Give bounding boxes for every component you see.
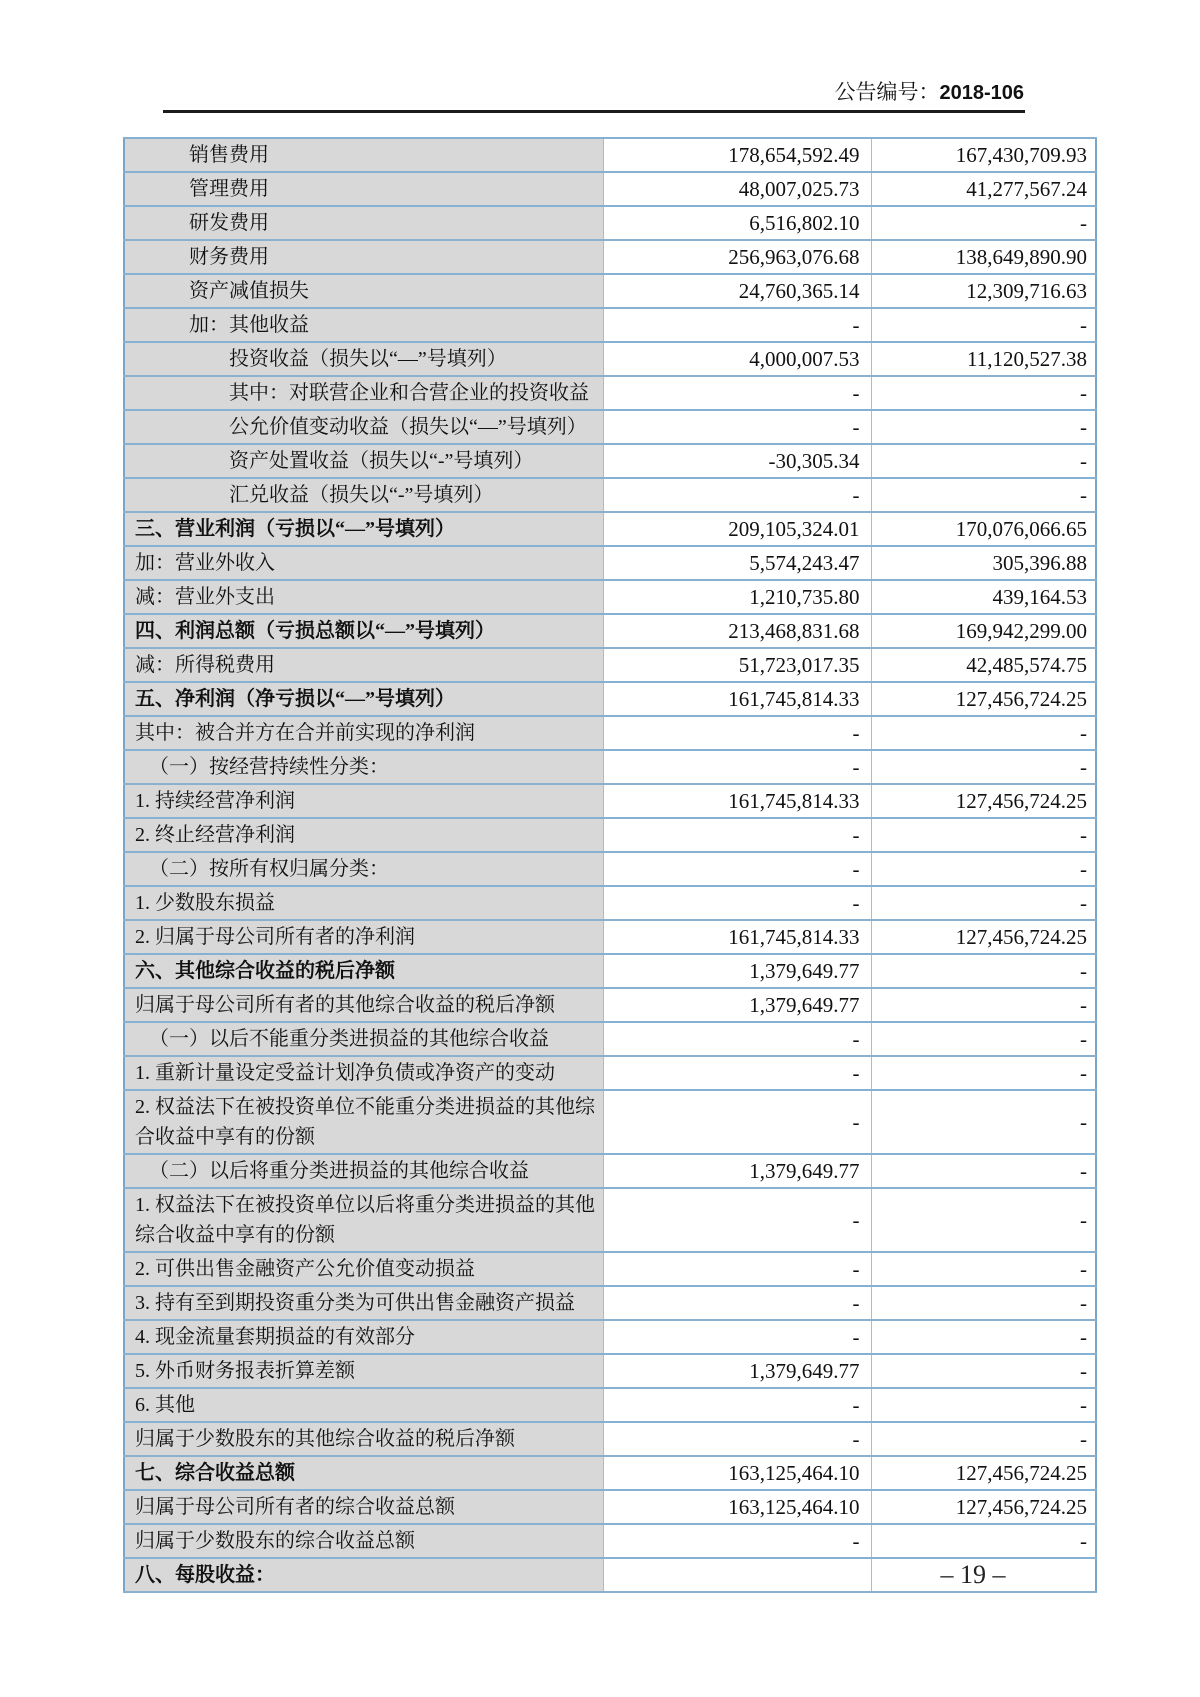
row-label: 2. 权益法下在被投资单位不能重分类进损益的其他综合收益中享有的份额 bbox=[124, 1090, 603, 1154]
row-value-current-period: - bbox=[603, 852, 871, 886]
row-value-current-period: - bbox=[603, 1056, 871, 1090]
table-row bbox=[124, 784, 1096, 818]
row-label: 财务费用 bbox=[124, 240, 603, 274]
row-value-current-period: - bbox=[603, 886, 871, 920]
row-value-prior-period: 127,456,724.25 bbox=[871, 784, 1096, 818]
row-value-current-period: - bbox=[603, 716, 871, 750]
row-value-prior-period: - bbox=[871, 1154, 1096, 1188]
table-row bbox=[124, 1422, 1096, 1456]
table-row bbox=[124, 240, 1096, 274]
table-row bbox=[124, 886, 1096, 920]
row-value-current-period: 48,007,025.73 bbox=[603, 172, 871, 206]
row-label: 八、每股收益： bbox=[124, 1558, 603, 1592]
table-row bbox=[124, 410, 1096, 444]
row-value-prior-period: - bbox=[871, 1354, 1096, 1388]
table-row bbox=[124, 1188, 1096, 1252]
row-value-current-period bbox=[603, 1558, 871, 1592]
row-value-prior-period: - bbox=[871, 1388, 1096, 1422]
table-row bbox=[124, 1456, 1096, 1490]
row-label: 6. 其他 bbox=[124, 1388, 603, 1422]
row-value-prior-period: 127,456,724.25 bbox=[871, 1490, 1096, 1524]
table-row bbox=[124, 172, 1096, 206]
table-row bbox=[124, 716, 1096, 750]
table-row bbox=[124, 1354, 1096, 1388]
row-value-prior-period: - bbox=[871, 1320, 1096, 1354]
row-value-current-period: 1,379,649.77 bbox=[603, 1354, 871, 1388]
table-row bbox=[124, 988, 1096, 1022]
row-label: （一）按经营持续性分类： bbox=[124, 750, 603, 784]
row-value-prior-period: 170,076,066.65 bbox=[871, 512, 1096, 546]
row-value-prior-period: - bbox=[871, 954, 1096, 988]
row-label: 3. 持有至到期投资重分类为可供出售金融资产损益 bbox=[124, 1286, 603, 1320]
row-label: 其中：被合并方在合并前实现的净利润 bbox=[124, 716, 603, 750]
row-value-prior-period: 439,164.53 bbox=[871, 580, 1096, 614]
row-value-prior-period: 127,456,724.25 bbox=[871, 920, 1096, 954]
row-value-current-period: 161,745,814.33 bbox=[603, 682, 871, 716]
row-value-prior-period: - bbox=[871, 1090, 1096, 1154]
row-value-prior-period: - bbox=[871, 852, 1096, 886]
row-label: 归属于少数股东的综合收益总额 bbox=[124, 1524, 603, 1558]
table-row bbox=[124, 478, 1096, 512]
row-value-current-period: 1,379,649.77 bbox=[603, 988, 871, 1022]
table-row bbox=[124, 1056, 1096, 1090]
row-value-current-period: - bbox=[603, 1422, 871, 1456]
row-value-current-period: - bbox=[603, 308, 871, 342]
row-value-current-period: 163,125,464.10 bbox=[603, 1490, 871, 1524]
row-value-prior-period: - bbox=[871, 1286, 1096, 1320]
row-label: 1. 持续经营净利润 bbox=[124, 784, 603, 818]
row-value-prior-period: 11,120,527.38 bbox=[871, 342, 1096, 376]
row-label: 公允价值变动收益（损失以“—”号填列） bbox=[124, 410, 603, 444]
table-row bbox=[124, 920, 1096, 954]
row-value-current-period: - bbox=[603, 1252, 871, 1286]
row-label: 2. 归属于母公司所有者的净利润 bbox=[124, 920, 603, 954]
row-label: 五、净利润（净亏损以“—”号填列） bbox=[124, 682, 603, 716]
row-value-current-period: - bbox=[603, 478, 871, 512]
table-row bbox=[124, 1524, 1096, 1558]
row-value-current-period: - bbox=[603, 750, 871, 784]
row-value-prior-period: 305,396.88 bbox=[871, 546, 1096, 580]
row-value-prior-period: - bbox=[871, 988, 1096, 1022]
row-value-current-period: 161,745,814.33 bbox=[603, 784, 871, 818]
row-label: 销售费用 bbox=[124, 138, 603, 172]
row-value-prior-period: - bbox=[871, 206, 1096, 240]
row-value-prior-period: 41,277,567.24 bbox=[871, 172, 1096, 206]
row-value-current-period: 51,723,017.35 bbox=[603, 648, 871, 682]
row-value-prior-period: - bbox=[871, 1056, 1096, 1090]
row-value-current-period: 213,468,831.68 bbox=[603, 614, 871, 648]
income-statement-table-body bbox=[124, 138, 1096, 1592]
row-label: （二）以后将重分类进损益的其他综合收益 bbox=[124, 1154, 603, 1188]
row-label: 1. 权益法下在被投资单位以后将重分类进损益的其他综合收益中享有的份额 bbox=[124, 1188, 603, 1252]
row-label: 4. 现金流量套期损益的有效部分 bbox=[124, 1320, 603, 1354]
row-label: 归属于母公司所有者的综合收益总额 bbox=[124, 1490, 603, 1524]
row-value-current-period: 1,379,649.77 bbox=[603, 1154, 871, 1188]
row-value-current-period: 163,125,464.10 bbox=[603, 1456, 871, 1490]
row-value-current-period: 5,574,243.47 bbox=[603, 546, 871, 580]
row-value-prior-period: - bbox=[871, 410, 1096, 444]
row-label: 其中：对联营企业和合营企业的投资收益 bbox=[124, 376, 603, 410]
row-value-prior-period: - bbox=[871, 1524, 1096, 1558]
row-label: 1. 重新计量设定受益计划净负债或净资产的变动 bbox=[124, 1056, 603, 1090]
row-value-current-period: - bbox=[603, 376, 871, 410]
table-row bbox=[124, 580, 1096, 614]
row-label: 七、综合收益总额 bbox=[124, 1456, 603, 1490]
announcement-number bbox=[834, 76, 1024, 106]
page-number: – 19 – bbox=[940, 1560, 1006, 1589]
row-value-current-period: 24,760,365.14 bbox=[603, 274, 871, 308]
row-value-prior-period: - bbox=[871, 1022, 1096, 1056]
row-label: （二）按所有权归属分类： bbox=[124, 852, 603, 886]
row-value-prior-period: - bbox=[871, 308, 1096, 342]
row-label: 减：所得税费用 bbox=[124, 648, 603, 682]
table-row bbox=[124, 1252, 1096, 1286]
row-label: 四、利润总额（亏损总额以“—”号填列） bbox=[124, 614, 603, 648]
row-label: 三、营业利润（亏损以“—”号填列） bbox=[124, 512, 603, 546]
table-row bbox=[124, 1388, 1096, 1422]
row-value-prior-period: - bbox=[871, 750, 1096, 784]
row-value-prior-period: - bbox=[871, 1188, 1096, 1252]
income-statement-table bbox=[123, 137, 1097, 1593]
row-value-current-period: - bbox=[603, 1090, 871, 1154]
row-value-prior-period: - bbox=[871, 478, 1096, 512]
row-value-current-period: - bbox=[603, 410, 871, 444]
row-value-prior-period: 169,942,299.00 bbox=[871, 614, 1096, 648]
table-row bbox=[124, 546, 1096, 580]
table-row bbox=[124, 614, 1096, 648]
row-value-prior-period: - bbox=[871, 716, 1096, 750]
row-label: 投资收益（损失以“—”号填列） bbox=[124, 342, 603, 376]
table-row bbox=[124, 1154, 1096, 1188]
row-label: 管理费用 bbox=[124, 172, 603, 206]
table-row bbox=[124, 342, 1096, 376]
table-row bbox=[124, 274, 1096, 308]
row-value-prior-period: - bbox=[871, 444, 1096, 478]
table-row bbox=[124, 206, 1096, 240]
row-value-prior-period: 127,456,724.25 bbox=[871, 1456, 1096, 1490]
row-label: 加：其他收益 bbox=[124, 308, 603, 342]
row-value-current-period: - bbox=[603, 1388, 871, 1422]
row-value-current-period: 6,516,802.10 bbox=[603, 206, 871, 240]
table-row bbox=[124, 954, 1096, 988]
table-row bbox=[124, 1490, 1096, 1524]
table-row bbox=[124, 308, 1096, 342]
row-value-current-period: 4,000,007.53 bbox=[603, 342, 871, 376]
row-value-prior-period: 138,649,890.90 bbox=[871, 240, 1096, 274]
row-label: 2. 终止经营净利润 bbox=[124, 818, 603, 852]
row-value-current-period: - bbox=[603, 818, 871, 852]
table-row bbox=[124, 444, 1096, 478]
announcement-number-value: 2018-106 bbox=[939, 82, 1024, 104]
table-row bbox=[124, 648, 1096, 682]
row-value-current-period: 161,745,814.33 bbox=[603, 920, 871, 954]
row-label: 资产处置收益（损失以“-”号填列） bbox=[124, 444, 603, 478]
header-divider-line bbox=[163, 110, 1025, 113]
row-label: 归属于母公司所有者的其他综合收益的税后净额 bbox=[124, 988, 603, 1022]
row-value-prior-period: - bbox=[871, 376, 1096, 410]
table-row bbox=[124, 1090, 1096, 1154]
row-label: 汇兑收益（损失以“-”号填列） bbox=[124, 478, 603, 512]
row-value-current-period: - bbox=[603, 1286, 871, 1320]
row-label: 2. 可供出售金融资产公允价值变动损益 bbox=[124, 1252, 603, 1286]
row-label: 加：营业外收入 bbox=[124, 546, 603, 580]
row-value-current-period: -30,305.34 bbox=[603, 444, 871, 478]
row-value-prior-period: 42,485,574.75 bbox=[871, 648, 1096, 682]
row-value-current-period: - bbox=[603, 1188, 871, 1252]
row-value-prior-period: 167,430,709.93 bbox=[871, 138, 1096, 172]
row-value-prior-period: - bbox=[871, 1422, 1096, 1456]
row-value-current-period: 178,654,592.49 bbox=[603, 138, 871, 172]
row-value-current-period: 1,379,649.77 bbox=[603, 954, 871, 988]
row-value-current-period: - bbox=[603, 1022, 871, 1056]
table-row bbox=[124, 750, 1096, 784]
row-label: （一）以后不能重分类进损益的其他综合收益 bbox=[124, 1022, 603, 1056]
row-value-prior-period: 127,456,724.25 bbox=[871, 682, 1096, 716]
table-row bbox=[124, 138, 1096, 172]
row-label: 资产减值损失 bbox=[124, 274, 603, 308]
row-value-current-period: - bbox=[603, 1320, 871, 1354]
table-row bbox=[124, 1286, 1096, 1320]
table-row bbox=[124, 852, 1096, 886]
table-row bbox=[124, 1022, 1096, 1056]
row-value-current-period: 209,105,324.01 bbox=[603, 512, 871, 546]
table-row bbox=[124, 376, 1096, 410]
table-row bbox=[124, 818, 1096, 852]
row-label: 归属于少数股东的其他综合收益的税后净额 bbox=[124, 1422, 603, 1456]
table-row bbox=[124, 1320, 1096, 1354]
announcement-number-label: 公告编号： bbox=[834, 80, 940, 104]
row-value-prior-period: - bbox=[871, 1252, 1096, 1286]
row-label: 研发费用 bbox=[124, 206, 603, 240]
row-label: 5. 外币财务报表折算差额 bbox=[124, 1354, 603, 1388]
row-value-current-period: 1,210,735.80 bbox=[603, 580, 871, 614]
row-label: 1. 少数股东损益 bbox=[124, 886, 603, 920]
row-value-prior-period: 12,309,716.63 bbox=[871, 274, 1096, 308]
row-value-prior-period: - bbox=[871, 818, 1096, 852]
row-label: 减：营业外支出 bbox=[124, 580, 603, 614]
row-value-current-period: - bbox=[603, 1524, 871, 1558]
table-row bbox=[124, 512, 1096, 546]
row-value-prior-period: - bbox=[871, 886, 1096, 920]
row-value-current-period: 256,963,076.68 bbox=[603, 240, 871, 274]
table-row bbox=[124, 682, 1096, 716]
row-label: 六、其他综合收益的税后净额 bbox=[124, 954, 603, 988]
